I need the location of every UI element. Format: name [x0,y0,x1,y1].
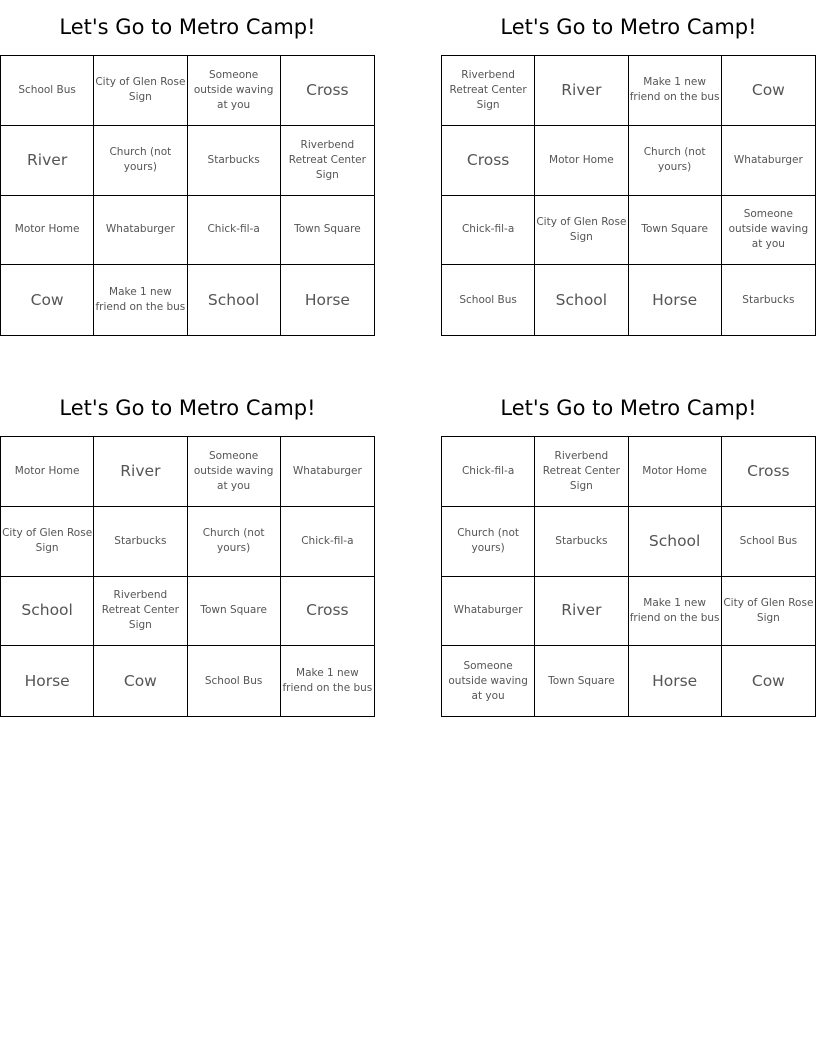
bingo-cell: Make 1 new friend on the bus [629,56,722,126]
bingo-cell: Chick-fil-a [281,507,374,577]
bingo-cell: Motor Home [1,437,94,507]
bingo-cell: Motor Home [535,126,628,196]
bingo-cell: Starbucks [742,293,795,306]
bingo-cell: School Bus [188,646,281,716]
bingo-cell: Motor Home [629,437,722,507]
bingo-cell: Horse [629,265,722,335]
bingo-cell: City of Glen Rose Sign [94,56,187,126]
bingo-cell: Cow [1,265,94,335]
bingo-cell: Chick-fil-a [442,437,535,507]
bingo-cell: School [535,265,628,335]
bingo-cell: River [1,126,94,196]
bingo-cell: Riverbend Retreat Center Sign [535,437,628,507]
bingo-grid [0,436,375,717]
bingo-cell: Church (not yours) [629,126,722,196]
bingo-cell: City of Glen Rose Sign [722,577,815,647]
bingo-cell: Someone outside waving at you [442,646,535,716]
bingo-cell: Starbucks [535,507,628,577]
bingo-cell: Town Square [535,646,628,716]
bingo-cell: Make 1 new friend on the bus [282,667,373,695]
bingo-cell: Cow [94,646,187,716]
bingo-cell: Church (not yours) [188,507,281,577]
bingo-cell: City of Glen Rose Sign [1,507,94,577]
bingo-cell: Cow [722,56,815,126]
bingo-cell: Someone outside waving at you [188,56,281,126]
bingo-cell: School Bus [722,507,815,577]
bingo-cell: School [1,577,94,647]
bingo-cell: City of Glen Rose Sign [535,196,628,266]
bingo-cell: Cross [281,577,374,647]
bingo-grid [0,55,375,336]
bingo-cell: Make 1 new friend on the bus [629,577,722,647]
bingo-cell: Town Square [281,196,374,266]
bingo-cell: Town Square [629,196,722,266]
bingo-cell: Whataburger [94,196,187,266]
bingo-cell: School [188,265,281,335]
bingo-cell: River [94,437,187,507]
bingo-cell: Someone outside waving at you [188,437,281,507]
bingo-cell: Starbucks [94,507,187,577]
bingo-cell: Starbucks [188,126,281,196]
bingo-cell: Horse [1,646,94,716]
bingo-cell: Riverbend Retreat Center Sign [281,126,374,196]
card-title: Let's Go to Metro Camp! [500,396,757,420]
card-title: Let's Go to Metro Camp! [500,15,757,39]
bingo-cell: Cross [722,437,815,507]
bingo-grid [441,436,816,717]
bingo-cell: School [629,507,722,577]
bingo-cell: Chick-fil-a [442,196,535,266]
bingo-cell: School Bus [442,265,535,335]
bingo-cell: Cow [751,671,785,690]
bingo-cell: Horse [304,290,350,309]
bingo-cell: School Bus [1,56,94,126]
bingo-cell: Riverbend Retreat Center Sign [94,577,187,647]
bingo-cell: River [535,577,628,647]
bingo-cell: River [535,56,628,126]
bingo-cell: Whataburger [442,577,535,647]
bingo-cell: Church (not yours) [94,126,187,196]
bingo-cell: Cross [281,56,374,126]
bingo-cell: Cross [442,126,535,196]
bingo-cell: Chick-fil-a [188,196,281,266]
bingo-cell: Someone outside waving at you [722,196,815,266]
bingo-cell: Motor Home [1,196,94,266]
bingo-cell: Horse [629,646,722,716]
bingo-cell: Riverbend Retreat Center Sign [442,56,535,126]
bingo-cell: Town Square [188,577,281,647]
bingo-grid [441,55,816,336]
bingo-cell: Make 1 new friend on the bus [94,265,187,335]
bingo-cell: Whataburger [722,126,815,196]
bingo-cell: Whataburger [281,437,374,507]
card-title: Let's Go to Metro Camp! [59,15,316,39]
card-title: Let's Go to Metro Camp! [59,396,316,420]
bingo-cell: Church (not yours) [442,507,535,577]
